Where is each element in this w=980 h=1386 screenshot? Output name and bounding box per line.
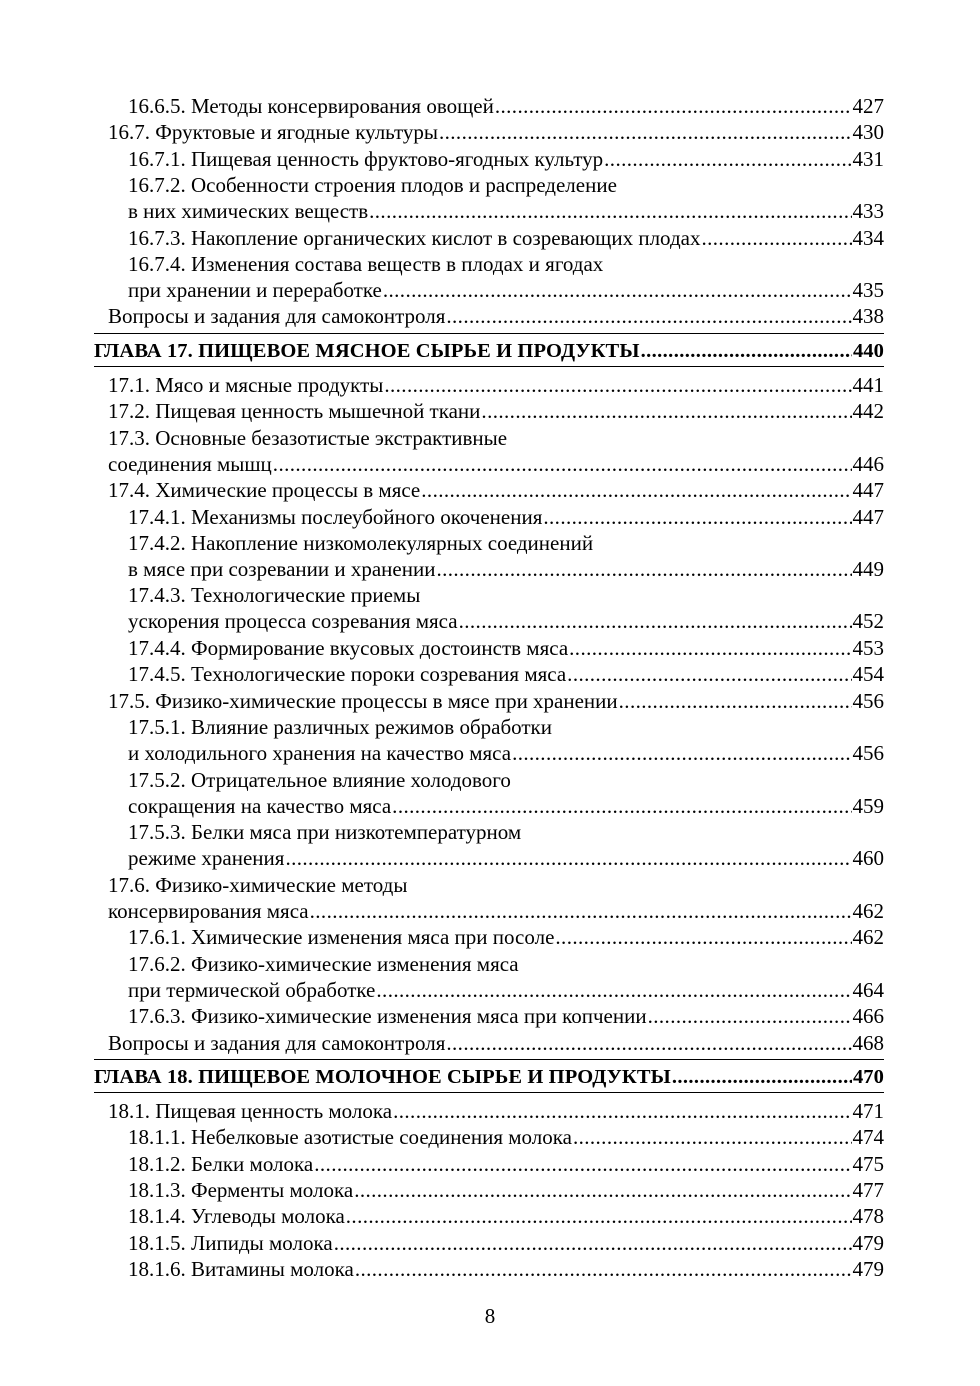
toc-page-number: 446	[852, 451, 884, 476]
toc-line	[128, 504, 884, 530]
chapter-rule-bottom	[94, 366, 884, 367]
dot-leader	[604, 146, 851, 172]
toc-entry-title: 16.7.4. Изменения состава веществ в плодах и ягодах	[128, 251, 604, 276]
toc-line	[128, 951, 884, 977]
toc-entry	[128, 1203, 884, 1229]
toc-entry	[128, 714, 884, 766]
dot-leader	[310, 898, 852, 924]
toc-entry-title: в мясе при созревании и хранении	[128, 556, 436, 581]
toc-line	[128, 1151, 884, 1177]
toc-line	[108, 1030, 884, 1056]
toc-line	[128, 172, 884, 198]
toc-entry-title: 17.5.2. Отрицательное влияние холодового	[128, 767, 511, 792]
toc-line	[128, 924, 884, 950]
dot-leader	[354, 1177, 851, 1203]
toc-line	[128, 225, 884, 251]
toc-line	[128, 556, 884, 582]
toc-entry	[108, 1098, 884, 1124]
toc-page-number: 462	[852, 898, 884, 923]
toc-entry-title: 17.5. Физико-химические процессы в мясе при хранении	[108, 688, 618, 713]
toc-entry	[108, 688, 884, 714]
dot-leader	[376, 977, 851, 1003]
toc-entry-title: ГЛАВА 18. ПИЩЕВОЕ МОЛОЧНОЕ СЫРЬЕ И ПРОДУКТЫ	[94, 1065, 671, 1088]
toc-entry	[108, 872, 884, 924]
toc-entry-title: и холодильного хранения на качество мяса	[128, 740, 512, 765]
toc-line	[128, 277, 884, 303]
toc-entry-title: 17.4.5. Технологические пороки созревания мяса	[128, 662, 567, 687]
toc-line	[128, 819, 884, 845]
toc-entry	[128, 146, 884, 172]
toc-entry	[128, 251, 884, 303]
dot-leader	[392, 793, 851, 819]
toc-line	[108, 688, 884, 714]
toc-page-number: 427	[852, 94, 884, 118]
toc-entry	[128, 1151, 884, 1177]
toc-line	[108, 451, 884, 477]
toc-entry-title: Вопросы и задания для самоконтроля	[108, 304, 446, 329]
toc-entry	[128, 635, 884, 661]
toc-entry-title: сокращения на качество мяса	[128, 793, 392, 818]
toc-page-number: 471	[852, 1099, 884, 1124]
toc-entry	[128, 225, 884, 251]
toc-page-number: 430	[852, 120, 884, 145]
toc-entry-title: консервирования мяса	[108, 898, 309, 923]
toc-entry-title: 16.7.1. Пищевая ценность фруктово-ягодных культур	[128, 146, 604, 171]
page-number: 8	[484, 1304, 496, 1328]
toc-page-number: 435	[852, 277, 884, 302]
toc-entry	[128, 951, 884, 1003]
toc-entry-title: 17.5.1. Влияние различных режимов обработки	[128, 714, 552, 739]
dot-leader	[314, 1151, 851, 1177]
toc-page-number: 477	[852, 1178, 884, 1202]
dot-leader	[439, 119, 852, 145]
toc-chapter	[94, 1064, 884, 1090]
toc-line	[128, 608, 884, 634]
toc-line	[128, 93, 884, 119]
dot-leader	[555, 924, 851, 950]
toc-entry-title: ускорения процесса созревания мяса	[128, 609, 458, 634]
toc-page-number: 468	[852, 1030, 884, 1055]
toc-line	[128, 251, 884, 277]
toc-entry-title: в них химических веществ	[128, 198, 369, 223]
toc-page-number: 479	[852, 1256, 884, 1281]
toc-line	[108, 872, 884, 898]
toc-page-number: 474	[852, 1125, 884, 1150]
toc-entry	[108, 372, 884, 398]
toc-entry-title: 16.6.5. Методы консервирования овощей	[128, 94, 494, 118]
toc-page-number: 454	[852, 662, 884, 687]
toc-line	[128, 1177, 884, 1203]
dot-leader	[334, 1230, 852, 1256]
toc-line	[128, 793, 884, 819]
toc-line	[128, 146, 884, 172]
toc-entry-title: 17.5.3. Белки мяса при низкотемпературном	[128, 820, 522, 845]
toc-line	[128, 977, 884, 1003]
dot-leader	[446, 1030, 851, 1056]
toc-line	[108, 1098, 884, 1124]
dot-leader	[619, 688, 852, 714]
toc-page-number: 440	[852, 339, 884, 362]
dot-leader	[481, 398, 851, 424]
toc-entry-title: 17.4.2. Накопление низкомолекулярных соединений	[128, 530, 594, 555]
toc-entry-title: 16.7.3. Накопление органических кислот в созревающих плодах	[128, 225, 701, 250]
toc-line	[108, 425, 884, 451]
toc-entry-title: 16.7. Фруктовые и ягодные культуры	[108, 120, 438, 145]
toc-page-number: 456	[852, 740, 884, 765]
toc-page-number: 478	[852, 1204, 884, 1229]
toc-entry	[128, 1003, 884, 1029]
toc-entry-title: 17.4.1. Механизмы послеубойного окоченения	[128, 504, 543, 529]
toc-line	[108, 119, 884, 145]
toc-line	[128, 845, 884, 871]
toc-entry	[128, 1256, 884, 1282]
chapter-rule-top	[94, 1059, 884, 1060]
toc-entry-title: 17.6.2. Физико-химические изменения мяса	[128, 951, 519, 976]
toc-entry	[108, 303, 884, 329]
toc-page-number: 442	[852, 399, 884, 424]
dot-leader	[672, 1064, 852, 1090]
toc-entry-title: 17.4.4. Формирование вкусовых достоинств мяса	[128, 636, 569, 660]
dot-leader	[446, 303, 851, 329]
dot-leader	[512, 740, 851, 766]
toc-line	[108, 303, 884, 329]
toc-entry	[108, 398, 884, 424]
toc-entry-title: Вопросы и задания для самоконтроля	[108, 1030, 446, 1055]
dot-leader	[355, 1256, 852, 1282]
toc-page-number: 441	[852, 373, 884, 397]
toc-entry	[128, 530, 884, 582]
toc-line	[128, 714, 884, 740]
toc-entry	[128, 504, 884, 530]
toc-page-number: 453	[852, 636, 884, 660]
toc-page-number: 447	[852, 478, 884, 503]
toc-line	[128, 661, 884, 687]
dot-leader	[421, 477, 851, 503]
toc-line	[128, 767, 884, 793]
toc-page-number: 479	[852, 1230, 884, 1255]
toc-entry-title: 18.1.2. Белки молока	[128, 1151, 314, 1176]
toc-line	[128, 1003, 884, 1029]
toc-entry	[108, 1030, 884, 1056]
toc-page-number: 464	[852, 977, 884, 1002]
dot-leader	[641, 338, 852, 364]
toc-entry	[128, 582, 884, 634]
dot-leader	[384, 372, 851, 398]
toc-page-number: 433	[852, 198, 884, 223]
toc-entry	[128, 661, 884, 687]
toc-entry-title: при термической обработке	[128, 977, 376, 1002]
dot-leader	[459, 608, 852, 634]
toc-chapter	[94, 338, 884, 364]
toc-entry-title: 17.3. Основные безазотистые экстрактивные	[108, 425, 508, 450]
dot-leader	[436, 556, 851, 582]
toc-line	[108, 477, 884, 503]
toc-entry-title: 18.1.6. Витамины молока	[128, 1256, 354, 1281]
toc-line	[128, 198, 884, 224]
toc-entry-title: 17.6. Физико-химические методы	[108, 872, 408, 897]
toc-entry-title: 18.1.4. Углеводы молока	[128, 1204, 345, 1229]
toc-page-number: 431	[852, 146, 884, 171]
chapter-rule-bottom	[94, 1092, 884, 1093]
toc-line	[128, 1256, 884, 1282]
toc-entry	[128, 924, 884, 950]
toc-page-number: 475	[852, 1151, 884, 1176]
dot-leader	[495, 93, 852, 119]
toc-entry-title: режиме хранения	[128, 846, 285, 871]
toc-line	[128, 1230, 884, 1256]
toc-entry	[108, 119, 884, 145]
toc-entry-title: ГЛАВА 17. ПИЩЕВОЕ МЯСНОЕ СЫРЬЕ И ПРОДУКТЫ	[94, 339, 640, 362]
toc-line	[94, 338, 884, 364]
dot-leader	[369, 198, 851, 224]
toc-page-number: 462	[852, 925, 884, 950]
dot-leader	[569, 635, 851, 661]
toc-entry-title: 16.7.2. Особенности строения плодов и распределение	[128, 172, 617, 197]
toc-entry	[128, 93, 884, 119]
dot-leader	[273, 451, 852, 477]
toc-page-number: 460	[852, 846, 884, 871]
dot-leader	[648, 1003, 852, 1029]
toc-entry	[128, 172, 884, 224]
dot-leader	[567, 661, 851, 687]
toc-line	[108, 898, 884, 924]
toc-page-number: 447	[852, 504, 884, 529]
toc-entry	[128, 767, 884, 819]
toc-line	[128, 530, 884, 556]
chapter-rule-top	[94, 333, 884, 334]
toc-entry-title: 17.2. Пищевая ценность мышечной ткани	[108, 399, 481, 424]
toc-page-number: 434	[852, 225, 884, 250]
toc-page-number: 449	[852, 556, 884, 581]
toc-entry-title: 17.6.3. Физико-химические изменения мяса при копчении	[128, 1004, 647, 1029]
toc-page-number: 438	[852, 304, 884, 329]
toc-entry-title: 18.1. Пищевая ценность молока	[108, 1099, 393, 1124]
dot-leader	[573, 1124, 852, 1150]
dot-leader	[393, 1098, 851, 1124]
toc-page-number: 452	[852, 609, 884, 634]
dot-leader	[701, 225, 851, 251]
toc-line	[128, 1203, 884, 1229]
toc-page-number: 470	[852, 1065, 884, 1088]
dot-leader	[346, 1203, 852, 1229]
toc-line	[128, 635, 884, 661]
toc-page-number: 456	[852, 688, 884, 713]
toc-entry-title: при хранении и переработке	[128, 277, 382, 302]
toc-entry-title: 17.6.1. Химические изменения мяса при посоле	[128, 925, 555, 950]
dot-leader	[285, 845, 851, 871]
toc-entry-title: 18.1.1. Небелковые азотистые соединения молока	[128, 1125, 572, 1150]
toc-line	[128, 582, 884, 608]
toc-entry	[108, 425, 884, 477]
toc-line	[108, 372, 884, 398]
toc-entry-title: 17.4.3. Технологические приемы	[128, 583, 421, 608]
toc-entry	[108, 477, 884, 503]
toc-entry	[128, 1124, 884, 1150]
toc-page-number: 466	[852, 1004, 884, 1029]
toc-line	[128, 740, 884, 766]
toc-entry-title: 17.1. Мясо и мясные продукты	[108, 373, 384, 397]
toc-entry	[128, 1230, 884, 1256]
toc-entry-title: 18.1.5. Липиды молока	[128, 1230, 333, 1255]
dot-leader	[383, 277, 852, 303]
toc-entry-title: 18.1.3. Ферменты молока	[128, 1178, 354, 1202]
toc-line	[108, 398, 884, 424]
toc-line	[128, 1124, 884, 1150]
toc-entry	[128, 1177, 884, 1203]
toc-line	[94, 1064, 884, 1090]
toc-entry-title: соединения мышц	[108, 451, 272, 476]
toc-entry-title: 17.4. Химические процессы в мясе	[108, 478, 421, 503]
toc-page-number: 459	[852, 793, 884, 818]
dot-leader	[543, 504, 851, 530]
toc-entry	[128, 819, 884, 871]
